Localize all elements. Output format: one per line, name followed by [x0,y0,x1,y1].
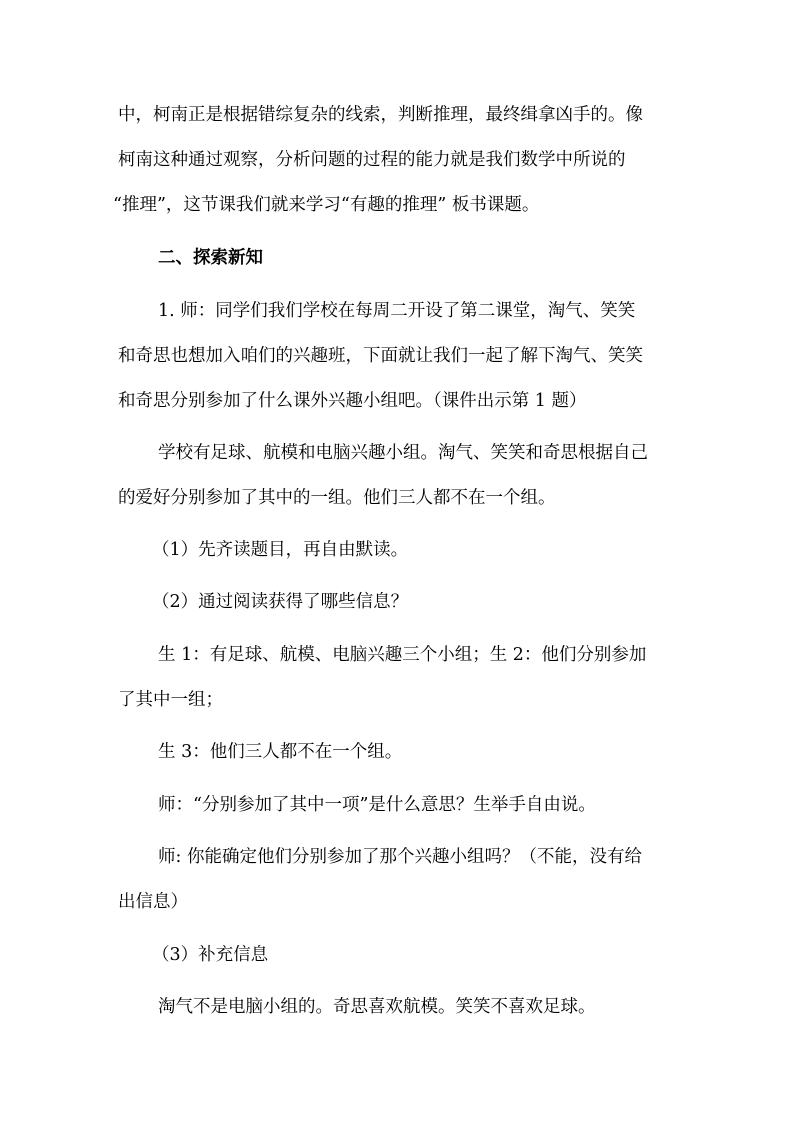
section-heading: 二、探索新知 [158,248,263,268]
paragraph-4-line-2: 了其中一组； [118,690,223,710]
paragraph-4-line-1: 生 1：有足球、航模、电脑兴趣三个小组；生 2：他们分别参加 [158,645,647,665]
paragraph-5-line-2: 出信息） [118,892,188,912]
paragraph-6: 淘气不是电脑小组的。奇思喜欢航模。笑笑不喜欢足球。 [158,997,596,1017]
step-2: （2）通过阅读获得了哪些信息？ [152,592,409,612]
paragraph-1-line-3: “推理”，这节课我们就来学习“有趣的推理” 板书课题。 [113,195,540,215]
step-1: （1）先齐读题目，再自由默读。 [152,540,409,560]
paragraph-2-line-2: 和奇思也想加入咱们的兴趣班，下面就让我们一起了解下淘气、笑笑 [118,346,643,366]
teacher-question: 师：“分别参加了其中一项”是什么意思？生举手自由说。 [158,795,596,815]
paragraph-3-line-2: 的爱好分别参加了其中的一组。他们三人都不在一个组。 [118,488,556,508]
paragraph-5-line-1: 师: 你能确定他们分别参加了那个兴趣小组吗？（不能，没有给 [158,847,642,867]
student-3-answer: 生 3：他们三人都不在一个组。 [158,742,403,762]
step-3: （3）补充信息 [152,945,269,965]
paragraph-3-line-1: 学校有足球、航模和电脑兴趣小组。淘气、笑笑和奇思根据自己 [158,443,648,463]
paragraph-1-line-1: 中，柯南正是根据错综复杂的线索，判断推理，最终缉拿凶手的。像 [118,105,643,125]
paragraph-2-line-1: 1. 师：同学们我们学校在每周二开设了第二课堂，淘气、笑笑 [158,301,636,321]
paragraph-1-line-2: 柯南这种通过观察，分析问题的过程的能力就是我们数学中所说的 [118,150,626,170]
paragraph-2-line-3: 和奇思分别参加了什么课外兴趣小组吧。（课件出示第 1 题） [118,391,587,411]
